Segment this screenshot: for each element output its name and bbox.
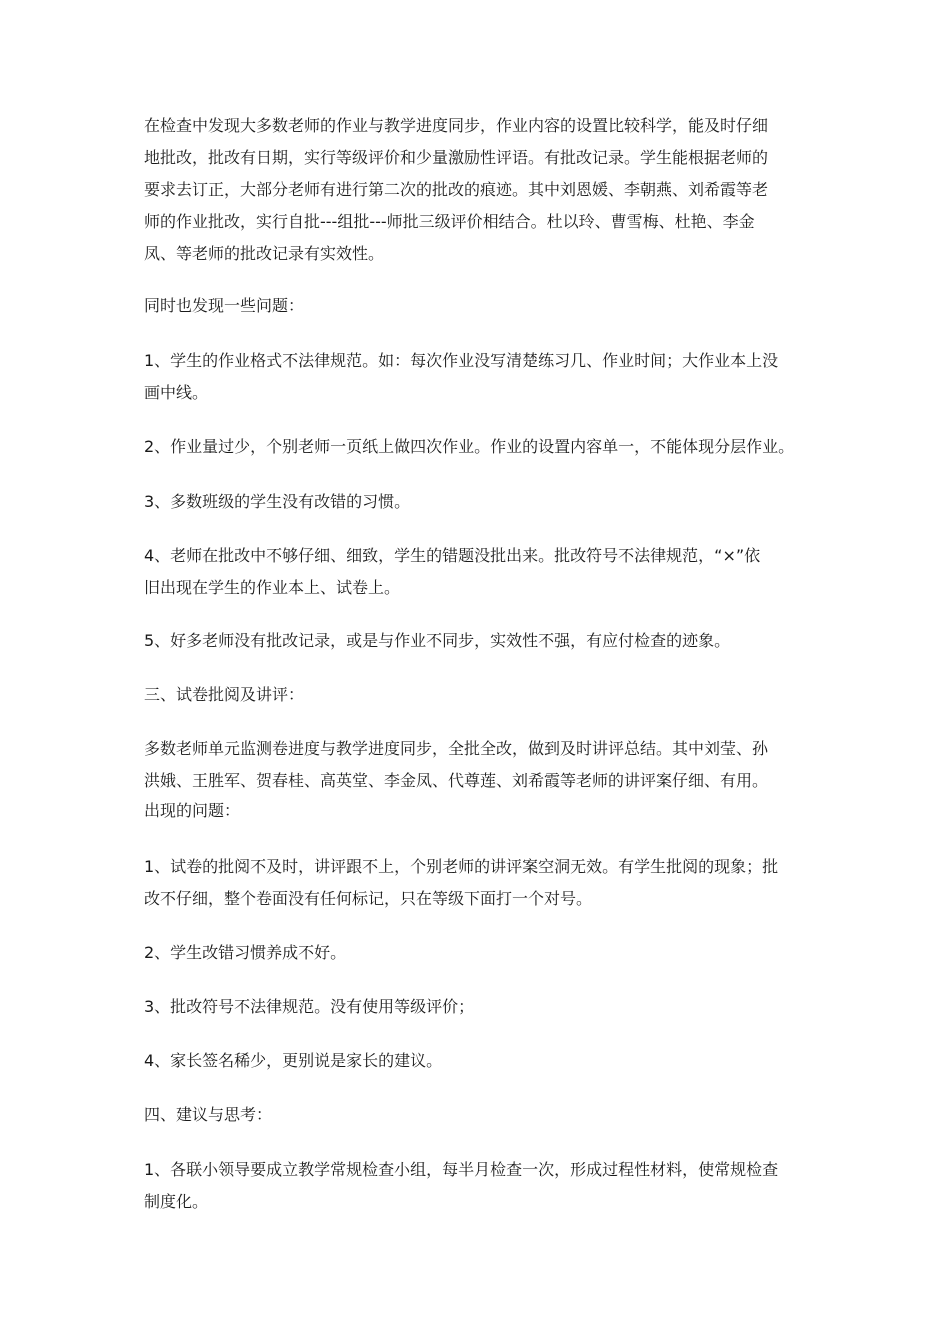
text-line: 多数老师单元监测卷进度与教学进度同步，全批全改，做到及时讲评总结。其中刘莹、孙 xyxy=(144,739,769,758)
text-line: 2、作业量过少，个别老师一页纸上做四次作业。作业的设置内容单一，不能体现分层作业。 xyxy=(144,437,795,456)
text-line: 制度化。 xyxy=(144,1192,209,1211)
list-item-problem-4 xyxy=(144,540,824,604)
text-line: 洪娥、王胜军、贺春桂、高英堂、李金凤、代尊莲、刘希霞等老师的讲评案仔细、有用。 xyxy=(144,771,769,790)
list-item-problem-3 xyxy=(144,486,824,518)
list-item-problem-1 xyxy=(144,345,824,409)
text-line: 1、各联小领导要成立教学常规检查小组，每半月检查一次，形成过程性材料，使常规检查 xyxy=(144,1160,779,1179)
text-line: 画中线。 xyxy=(144,383,209,402)
text-line: 在检查中发现大多数老师的作业与教学进度同步，作业内容的设置比较科学，能及时仔细 xyxy=(144,116,769,135)
section-heading-suggestions xyxy=(144,1099,824,1131)
list-item-suggestion-1 xyxy=(144,1154,824,1218)
text-line: 四、建议与思考： xyxy=(144,1105,273,1124)
text-line: 旧出现在学生的作业本上、试卷上。 xyxy=(144,578,401,597)
paragraph-homework-findings xyxy=(144,110,824,270)
paragraph-problems-intro xyxy=(144,290,824,322)
list-item-problem-2 xyxy=(144,431,824,463)
text-line: 1、学生的作业格式不法律规范。如：每次作业没写清楚练习几、作业时间；大作业本上没 xyxy=(144,351,779,370)
text-line: 凤、等老师的批改记录有实效性。 xyxy=(144,244,385,263)
text-line: 出现的问题： xyxy=(144,801,241,820)
text-line: 1、试卷的批阅不及时，讲评跟不上，个别老师的讲评案空洞无效。有学生批阅的现象；批 xyxy=(144,857,779,876)
text-line: 5、好多老师没有批改记录，或是与作业不同步，实效性不强，有应付检查的迹象。 xyxy=(144,631,731,650)
section-heading-exam-review xyxy=(144,679,824,711)
list-item-exam-problem-4 xyxy=(144,1045,824,1077)
text-line: 三、试卷批阅及讲评： xyxy=(144,685,305,704)
text-line: 地批改，批改有日期，实行等级评价和少量激励性评语。有批改记录。学生能根据老师的 xyxy=(144,148,769,167)
paragraph-exam-findings xyxy=(144,733,824,825)
text-line: 3、多数班级的学生没有改错的习惯。 xyxy=(144,492,411,511)
list-item-problem-5 xyxy=(144,625,824,657)
list-item-exam-problem-3 xyxy=(144,991,824,1023)
list-item-exam-problem-1 xyxy=(144,851,824,915)
text-line: 改不仔细，整个卷面没有任何标记，只在等级下面打一个对号。 xyxy=(144,889,593,908)
text-line: 要求去订正，大部分老师有进行第二次的批改的痕迹。其中刘恩媛、李朝燕、刘希霞等老 xyxy=(144,180,769,199)
text-line: 4、老师在批改中不够仔细、细致，学生的错题没批出来。批改符号不法律规范，“×”依 xyxy=(144,546,761,565)
text-line: 2、学生改错习惯养成不好。 xyxy=(144,943,347,962)
text-line: 师的作业批改，实行自批---组批---师批三级评价相结合。杜以玲、曹雪梅、杜艳、李金 xyxy=(144,212,755,231)
text-line: 4、家长签名稀少，更别说是家长的建议。 xyxy=(144,1051,443,1070)
text-line: 同时也发现一些问题： xyxy=(144,296,305,315)
text-line: 3、批改符号不法律规范。没有使用等级评价； xyxy=(144,997,475,1016)
list-item-exam-problem-2 xyxy=(144,937,824,969)
